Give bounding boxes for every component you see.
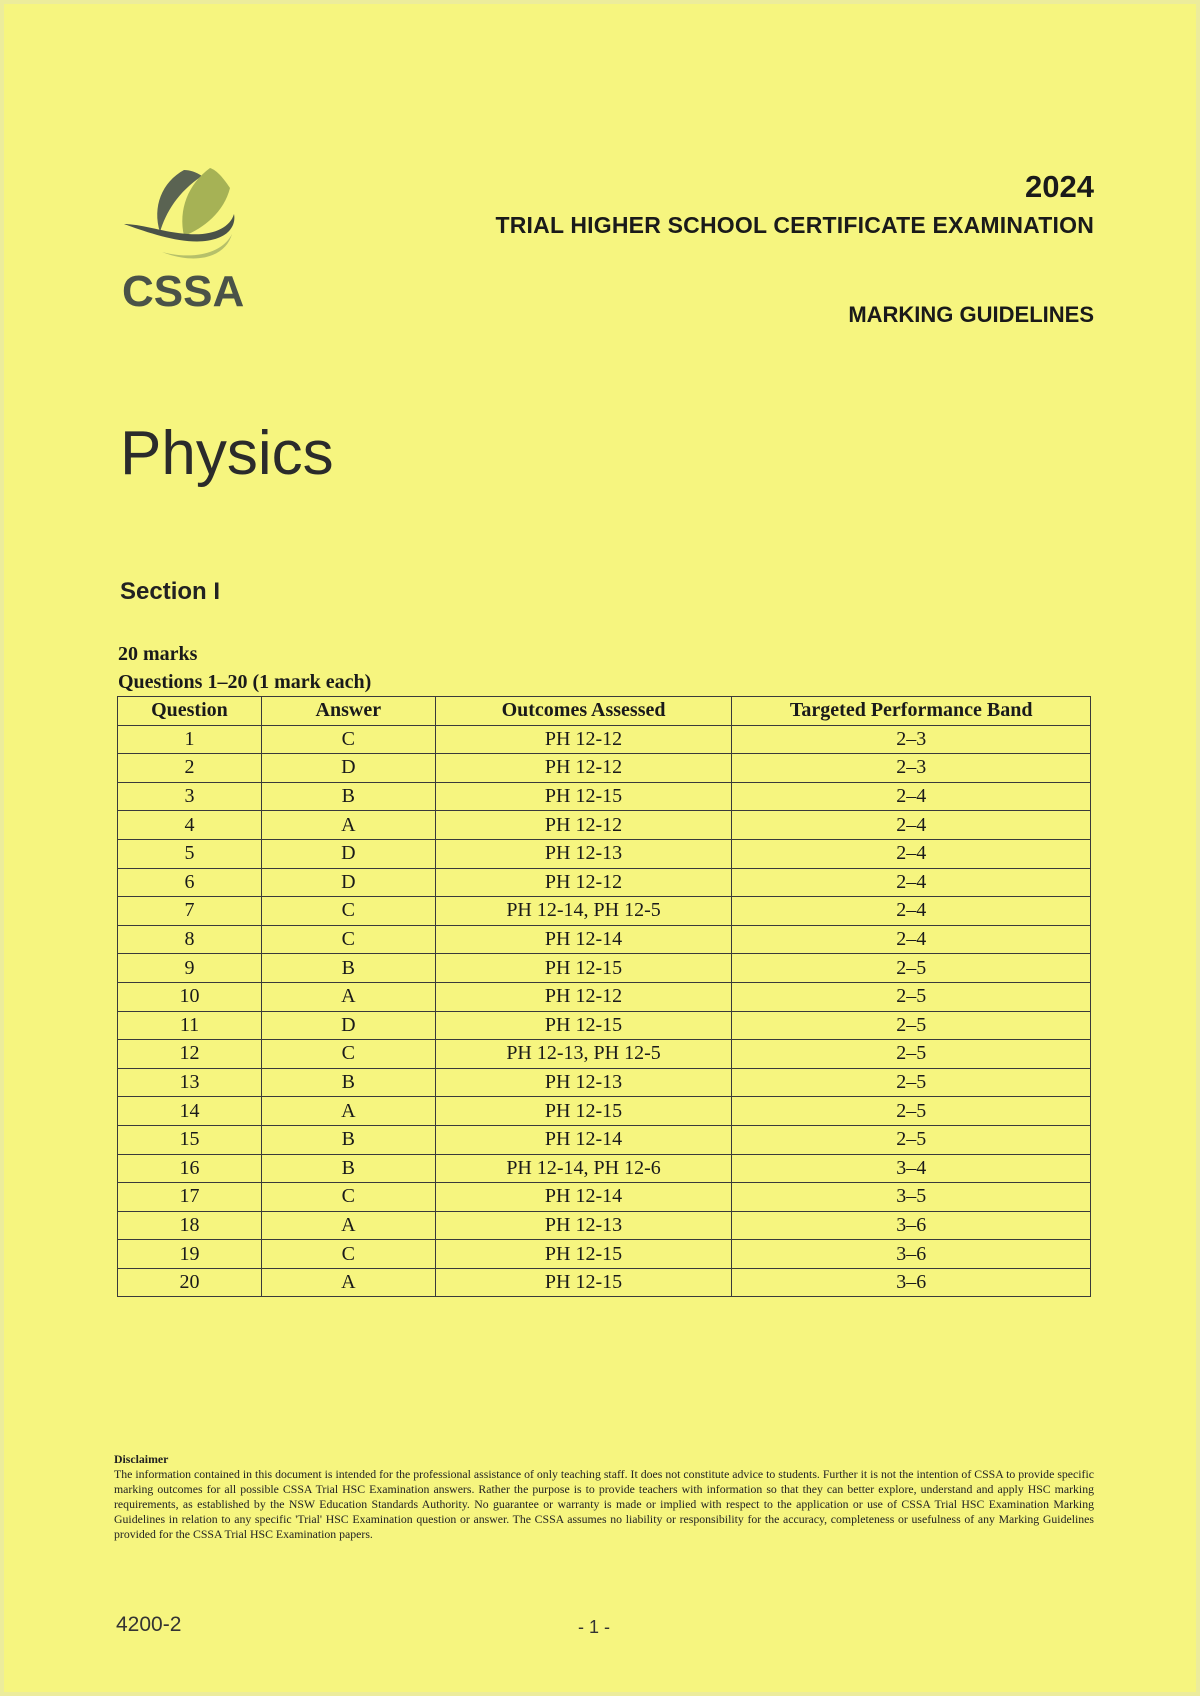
table-header-row xyxy=(118,697,1091,726)
cell-question: 6 xyxy=(118,868,262,897)
cell-outcomes: PH 12-12 xyxy=(435,982,732,1011)
cell-answer: D xyxy=(261,754,435,783)
cell-band: 2–3 xyxy=(732,725,1091,754)
disclaimer-title: Disclaimer xyxy=(114,1452,169,1466)
cell-band: 2–3 xyxy=(732,754,1091,783)
cell-outcomes: PH 12-14, PH 12-5 xyxy=(435,897,732,926)
table-row xyxy=(118,1125,1091,1154)
exam-year: 2024 xyxy=(1025,169,1094,204)
cell-outcomes: PH 12-15 xyxy=(435,1240,732,1269)
cell-outcomes: PH 12-15 xyxy=(435,954,732,983)
cell-outcomes: PH 12-14 xyxy=(435,1183,732,1212)
table-row xyxy=(118,982,1091,1011)
cell-outcomes: PH 12-12 xyxy=(435,754,732,783)
section-title: Section I xyxy=(120,578,221,605)
cell-answer: D xyxy=(261,839,435,868)
cell-answer: B xyxy=(261,1068,435,1097)
cell-question: 13 xyxy=(118,1068,262,1097)
cell-question: 14 xyxy=(118,1097,262,1126)
cell-question: 1 xyxy=(118,725,262,754)
answer-rows xyxy=(118,725,1091,1297)
cell-band: 2–4 xyxy=(732,868,1091,897)
cell-band: 2–5 xyxy=(732,1040,1091,1069)
header-band: Targeted Performance Band xyxy=(732,697,1091,726)
cell-answer: C xyxy=(261,897,435,926)
answer-table xyxy=(117,696,1091,1297)
cell-band: 3–4 xyxy=(732,1154,1091,1183)
cell-outcomes: PH 12-12 xyxy=(435,725,732,754)
table-row xyxy=(118,1240,1091,1269)
table-row xyxy=(118,754,1091,783)
paper-code: 4200-2 xyxy=(116,1613,182,1636)
cell-band: 2–4 xyxy=(732,839,1091,868)
table-row xyxy=(118,1154,1091,1183)
cell-question: 17 xyxy=(118,1183,262,1212)
cell-band: 3–6 xyxy=(732,1268,1091,1297)
table-row xyxy=(118,868,1091,897)
cell-band: 2–4 xyxy=(732,811,1091,840)
cell-answer: C xyxy=(261,725,435,754)
document-page xyxy=(4,4,1196,1692)
cell-question: 4 xyxy=(118,811,262,840)
cell-outcomes: PH 12-15 xyxy=(435,1268,732,1297)
header-outcomes: Outcomes Assessed xyxy=(435,697,732,726)
cell-outcomes: PH 12-13 xyxy=(435,839,732,868)
cell-band: 3–6 xyxy=(732,1211,1091,1240)
header-question: Question xyxy=(118,697,262,726)
cell-outcomes: PH 12-15 xyxy=(435,1011,732,1040)
cell-answer: A xyxy=(261,1268,435,1297)
cssa-logo xyxy=(122,162,272,316)
cell-answer: A xyxy=(261,1211,435,1240)
questions-range: Questions 1–20 (1 mark each) xyxy=(118,671,372,693)
cell-band: 2–5 xyxy=(732,982,1091,1011)
cell-question: 18 xyxy=(118,1211,262,1240)
cell-question: 19 xyxy=(118,1240,262,1269)
cell-band: 2–5 xyxy=(732,1097,1091,1126)
cell-answer: B xyxy=(261,954,435,983)
subject-title: Physics xyxy=(120,419,334,488)
cell-question: 7 xyxy=(118,897,262,926)
cell-answer: C xyxy=(261,1040,435,1069)
marks-total: 20 marks xyxy=(118,643,198,665)
cell-question: 2 xyxy=(118,754,262,783)
cell-answer: D xyxy=(261,1011,435,1040)
cell-band: 2–5 xyxy=(732,954,1091,983)
cell-outcomes: PH 12-13 xyxy=(435,1211,732,1240)
cell-outcomes: PH 12-15 xyxy=(435,1097,732,1126)
table-row xyxy=(118,725,1091,754)
cell-answer: A xyxy=(261,982,435,1011)
table-row xyxy=(118,1097,1091,1126)
table-row xyxy=(118,1268,1091,1297)
table-row xyxy=(118,1040,1091,1069)
cell-outcomes: PH 12-12 xyxy=(435,811,732,840)
cell-band: 2–4 xyxy=(732,897,1091,926)
cell-question: 9 xyxy=(118,954,262,983)
section-marks xyxy=(118,640,371,696)
cell-question: 5 xyxy=(118,839,262,868)
cell-band: 2–4 xyxy=(732,782,1091,811)
table-row xyxy=(118,1211,1091,1240)
disclaimer-text: The information contained in this document is intended for the professional assistance of only teaching staff. It does not constitute advice to students. Further it is not the intention of CSSA to provide specific marking outcomes for all possible CSSA Trial HSC Examination answers. Rather the purpose is to provide teachers with information so that they can better explore, understand and apply HSC marking requirements, as established by the NSW Education Standards Authority. No guarantee or warranty is made or implied with respect to the application or use of CSSA Trial HSC Examination Marking Guidelines in relation to any specific 'Trial' HSC Examination question or answer. The CSSA assumes no liability or responsibility for the accuracy, completeness or usefulness of any Marking Guidelines provided for the CSSA Trial HSC Examination papers. xyxy=(114,1467,1094,1541)
cell-band: 2–5 xyxy=(732,1068,1091,1097)
cell-question: 15 xyxy=(118,1125,262,1154)
table-row xyxy=(118,1183,1091,1212)
marking-guidelines-heading: MARKING GUIDELINES xyxy=(848,302,1094,327)
cell-answer: C xyxy=(261,925,435,954)
cell-question: 16 xyxy=(118,1154,262,1183)
table-row xyxy=(118,782,1091,811)
table-row xyxy=(118,839,1091,868)
table-row xyxy=(118,897,1091,926)
cell-question: 3 xyxy=(118,782,262,811)
cell-band: 3–6 xyxy=(732,1240,1091,1269)
cell-answer: A xyxy=(261,811,435,840)
cell-band: 2–4 xyxy=(732,925,1091,954)
cell-question: 11 xyxy=(118,1011,262,1040)
cell-answer: C xyxy=(261,1240,435,1269)
cell-outcomes: PH 12-15 xyxy=(435,782,732,811)
table-row xyxy=(118,954,1091,983)
table-row xyxy=(118,1068,1091,1097)
cell-question: 8 xyxy=(118,925,262,954)
page-number: - 1 - xyxy=(578,1617,611,1637)
logo-text: CSSA xyxy=(122,267,245,316)
exam-title: TRIAL HIGHER SCHOOL CERTIFICATE EXAMINATION xyxy=(495,212,1094,238)
cell-answer: B xyxy=(261,1125,435,1154)
disclaimer xyxy=(114,1452,1094,1542)
cell-outcomes: PH 12-14 xyxy=(435,1125,732,1154)
cell-answer: C xyxy=(261,1183,435,1212)
cell-answer: B xyxy=(261,782,435,811)
cell-outcomes: PH 12-13 xyxy=(435,1068,732,1097)
table-row xyxy=(118,811,1091,840)
cell-outcomes: PH 12-14, PH 12-6 xyxy=(435,1154,732,1183)
cell-band: 2–5 xyxy=(732,1125,1091,1154)
cell-answer: B xyxy=(261,1154,435,1183)
cell-band: 3–5 xyxy=(732,1183,1091,1212)
cell-answer: D xyxy=(261,868,435,897)
cell-question: 10 xyxy=(118,982,262,1011)
cell-question: 20 xyxy=(118,1268,262,1297)
table-row xyxy=(118,1011,1091,1040)
cell-answer: A xyxy=(261,1097,435,1126)
cell-outcomes: PH 12-14 xyxy=(435,925,732,954)
cell-question: 12 xyxy=(118,1040,262,1069)
leaf-logo-icon xyxy=(122,162,272,272)
header-answer: Answer xyxy=(261,697,435,726)
table-row xyxy=(118,925,1091,954)
cell-outcomes: PH 12-13, PH 12-5 xyxy=(435,1040,732,1069)
cell-outcomes: PH 12-12 xyxy=(435,868,732,897)
cell-band: 2–5 xyxy=(732,1011,1091,1040)
